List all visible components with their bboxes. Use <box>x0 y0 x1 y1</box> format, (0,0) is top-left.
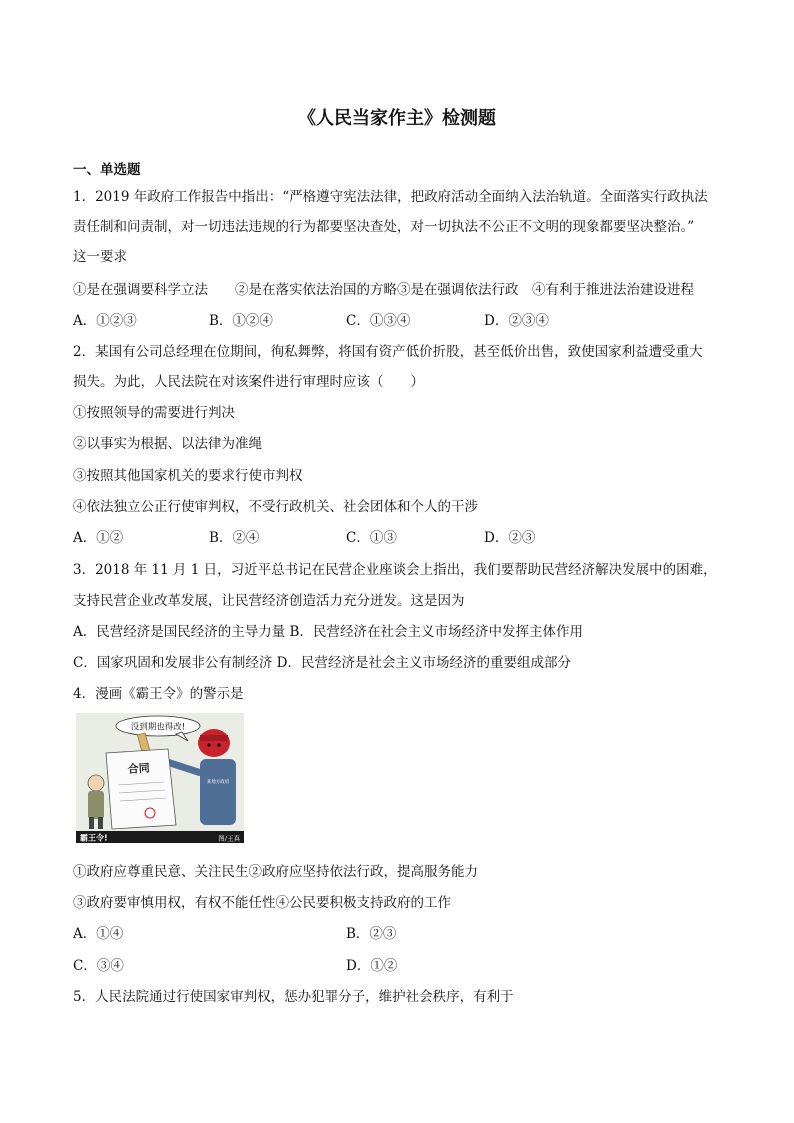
q2-option-c: C．①③ <box>346 530 397 546</box>
section-heading: 一、单选题 <box>73 162 141 178</box>
speech-text: 没到期也得改! <box>130 722 186 733</box>
q1-stem-line-2: 责任制和问责制，对一切违法违规的行为都要坚决查处，对一切执法不公正不文明的现象都要坚决整治。” <box>73 219 695 235</box>
q2-stem-line-2: 损失。为此，人民法院在对该案件进行审理时应该（ ） <box>73 374 424 390</box>
q4-option-b: B．②③ <box>346 926 397 942</box>
q5-stem: 5．人民法院通过行使国家审判权，惩办犯罪分子，维护社会秩序，有利于 <box>73 989 514 1005</box>
q1-option-d: D．②③④ <box>484 313 549 329</box>
q4-option-c: C．③④ <box>73 958 124 974</box>
q2-option-a: A．①② <box>73 530 124 546</box>
q1-statements: ①是在强调要科学立法 ②是在落实依法治国的方略③是在强调依法行政 ④有利于推进法治建设进程 <box>73 282 694 298</box>
q4-statements-line-2: ③政府要审慎用权，有权不能任性④公民要积极支持政府的工作 <box>73 895 451 911</box>
q3-stem-line-2: 支持民营企业改革发展，让民营经济创造活力充分迸发。这是因为 <box>73 593 465 609</box>
q2-statement-1: ①按照领导的需要进行判决 <box>73 405 235 421</box>
q4-statements-line-1: ①政府应尊重民意、关注民生②政府应坚持依法行政，提高服务能力 <box>73 864 478 880</box>
cartoon-caption: 霸王令! <box>80 833 108 843</box>
q4-stem: 4．漫画《霸王令》的警示是 <box>73 686 244 702</box>
contract-paper <box>106 749 176 829</box>
red-stamp-head <box>198 729 230 757</box>
q1-option-b: B．①②④ <box>209 313 273 329</box>
man-head <box>88 775 104 791</box>
cartoon-credit: 图/王真 <box>218 834 240 843</box>
page-title: 《人民当家作主》检测题 <box>298 108 496 129</box>
q2-option-d: D．②③ <box>484 530 536 546</box>
q2-stem-line-1: 2．某国有公司总经理在位期间，徇私舞弊，将国有资产低价折股，甚至低价出售，致使国家利益遭受重大 <box>73 344 703 360</box>
q2-statement-4: ④依法独立公正行使审判权，不受行政机关、社会团体和个人的干涉 <box>73 499 478 515</box>
q3-option-ab: A．民营经济是国民经济的主导力量 B．民营经济在社会主义市场经济中发挥主体作用 <box>73 624 583 640</box>
seal-label: 某地方政府 <box>206 780 230 785</box>
cartoon-image <box>76 713 244 843</box>
q1-option-a: A．①②③ <box>73 313 137 329</box>
q4-option-a: A．①④ <box>73 926 124 942</box>
q3-option-cd: C．国家巩固和发展非公有制经济 D．民营经济是社会主义市场经济的重要组成部分 <box>73 655 571 671</box>
q1-option-c: C．①③④ <box>346 313 411 329</box>
man-body <box>88 791 104 819</box>
q2-statement-3: ③按照其他国家机关的要求行使市判权 <box>73 468 303 484</box>
contract-label: 合同 <box>127 761 151 776</box>
q2-option-b: B．②④ <box>209 530 260 546</box>
q3-stem-line-1: 3．2018 年 11 月 1 日，习近平总书记在民营企业座谈会上指出，我们要帮助民营经济解决发展中的困难， <box>73 562 717 578</box>
q4-option-d: D．①② <box>346 958 398 974</box>
official-body <box>200 759 236 825</box>
q2-statement-2: ②以事实为根据、以法律为准绳 <box>73 436 262 452</box>
q1-stem-line-1: 1．2019 年政府工作报告中指出：“严格遵守宪法法律，把政府活动全面纳入法治轨道。全面落实行政执法 <box>73 189 708 205</box>
q1-stem-line-3: 这一要求 <box>73 249 127 265</box>
